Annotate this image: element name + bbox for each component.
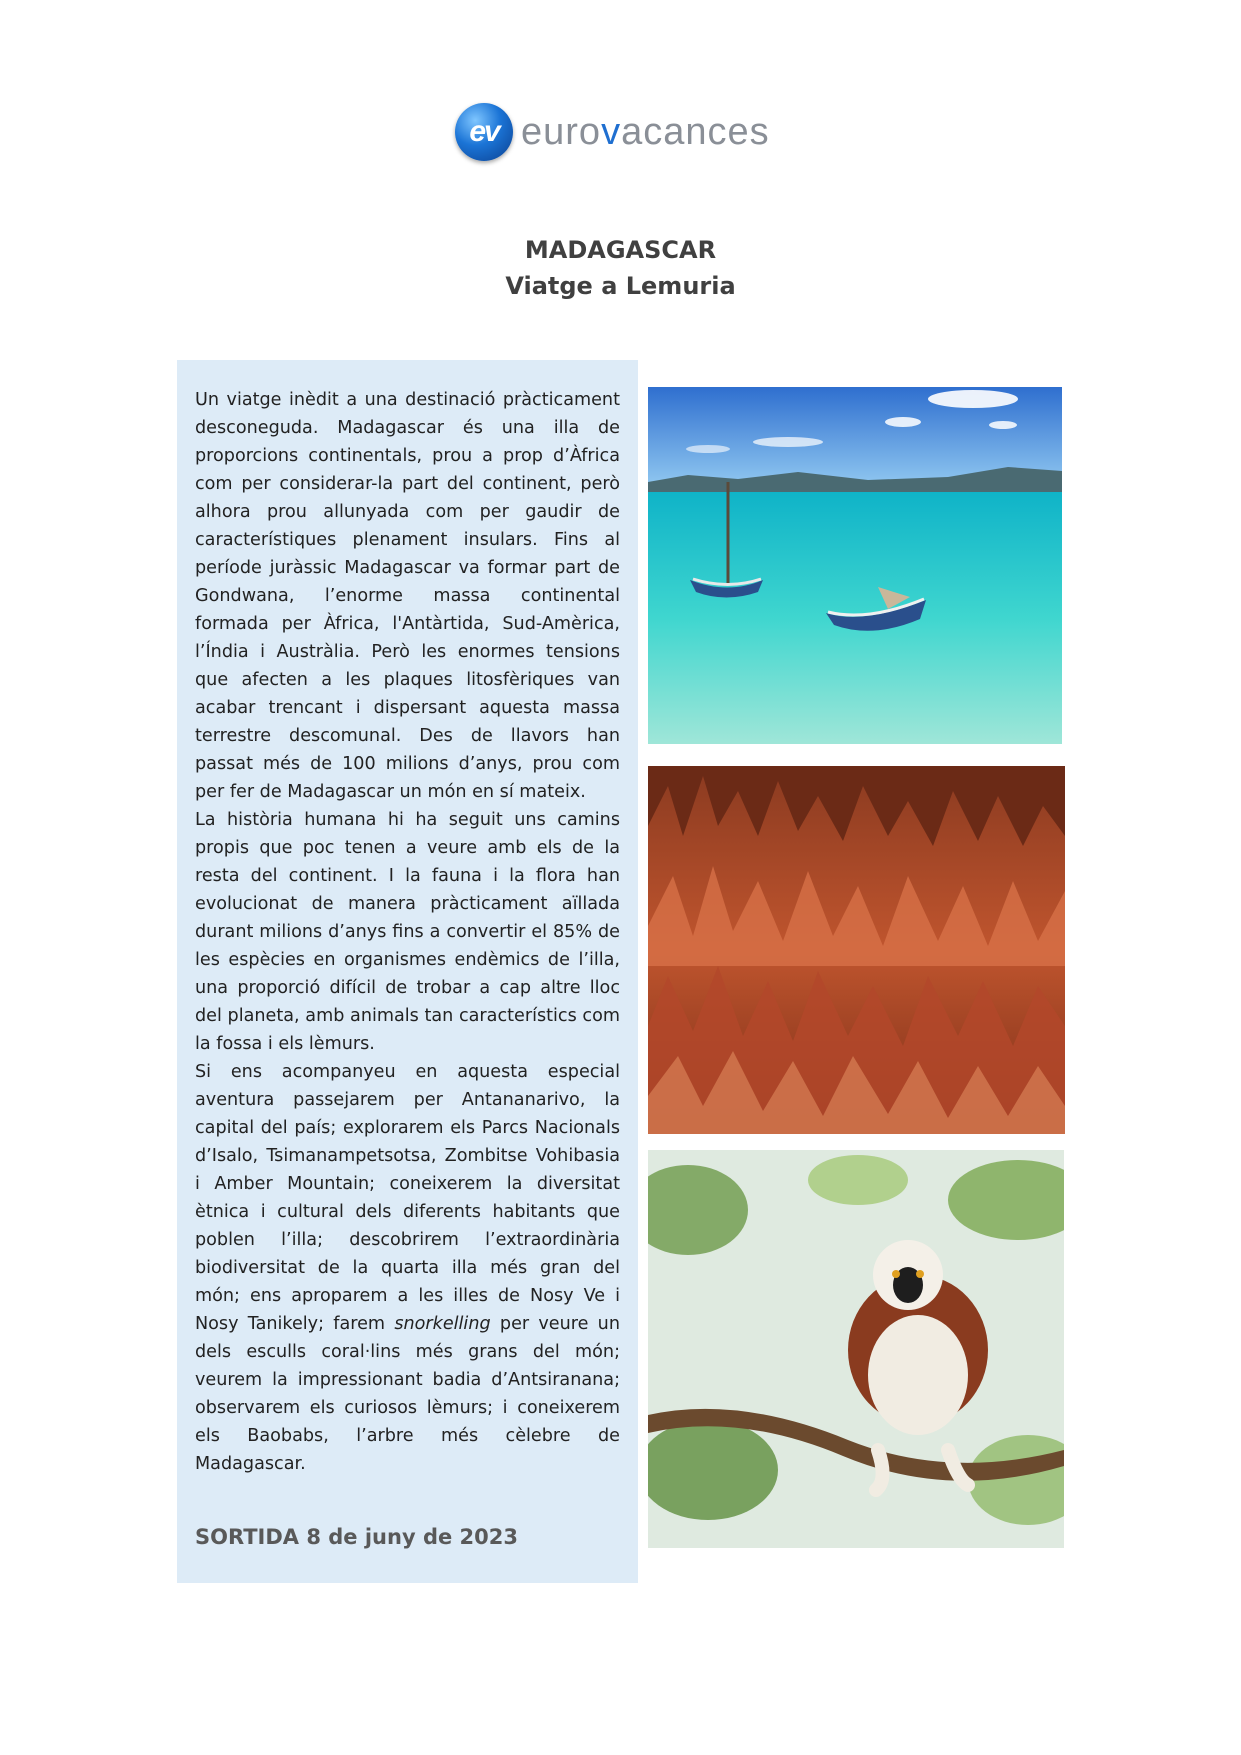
paragraph-itinerary — [195, 1058, 620, 1478]
description-text — [195, 386, 620, 1478]
itinerary-text-end: per veure un dels esculls coral·lins més grans del món; veurem la impressionant badia d’Antsiranana; observarem els curiosos lèmurs; i coneixerem els Baobabs, l’arbre més cèlebre de Madagascar. — [195, 1314, 620, 1474]
brand-name-v: v — [601, 110, 622, 153]
paragraph-history: La història humana hi ha seguit uns camins propis que poc tenen a veure amb els de la resta del continent. I la fauna i la flora han evolucionat de manera pràcticament aïllada durant milions d’anys fins a convertir el 85% de les espècies en organismes endèmics de l’illa, una proporció difícil de trobar a cap altre lloc del planeta, amb animals tan característics com la fossa i els lèmurs. — [195, 810, 620, 1054]
photo-lemur — [648, 1150, 1064, 1548]
departure-date: SORTIDA 8 de juny de 2023 — [195, 1525, 518, 1549]
photo-red-tsingy — [648, 766, 1065, 1134]
itinerary-text-start: Si ens acompanyeu en aquesta especial aventura passejarem per Antananarivo, la capital del país; explorarem els Parcs Nacionals d’Isalo, Tsimanampetsotsa, Zombitse Vohibasia i Amber Mountain; coneixerem la diversitat ètnica i cultural dels diferents habitants que poblen l’illa; descobrirem l’extraordinària biodiversitat de la quarta illa més gran del món; ens aproparem a les illes de Nosy Ve i Nosy Tanikely; farem — [195, 1062, 620, 1334]
brand-name-start: euro — [521, 110, 602, 153]
itinerary-text-emphasis: snorkelling — [394, 1314, 491, 1334]
paragraph-intro: Un viatge inèdit a una destinació pràcticament desconeguda. Madagascar és una illa de proporcions continentals, prou a prop d’Àfrica com per considerar-la part del continent, però alhora prou allunyada com per gaudir de característiques plenament insulars. Fins al període juràssic Madagascar va formar part de Gondwana, l’enorme massa continental formada per Àfrica, l'Antàrtida, Sud-Amèrica, l’Índia i Austràlia. Però les enormes tensions que afecten a les plaques litosfèriques van acabar trencant i dispersant aquesta massa terrestre descomunal. Des de llavors han passat més de 100 milions d’anys, prou com per fer de Madagascar un món en sí mateix. — [195, 390, 620, 802]
brand-name-end: acances — [621, 110, 770, 153]
title-destination: MADAGASCAR — [524, 236, 717, 264]
photo-beach-boats — [648, 387, 1062, 744]
title-trip-name: Viatge a Lemuria — [505, 272, 736, 300]
description-panel — [177, 360, 638, 1583]
brand-badge: ev — [455, 103, 513, 161]
page-title — [0, 232, 1241, 304]
brand-name — [521, 111, 770, 154]
brand-logo — [455, 100, 805, 164]
